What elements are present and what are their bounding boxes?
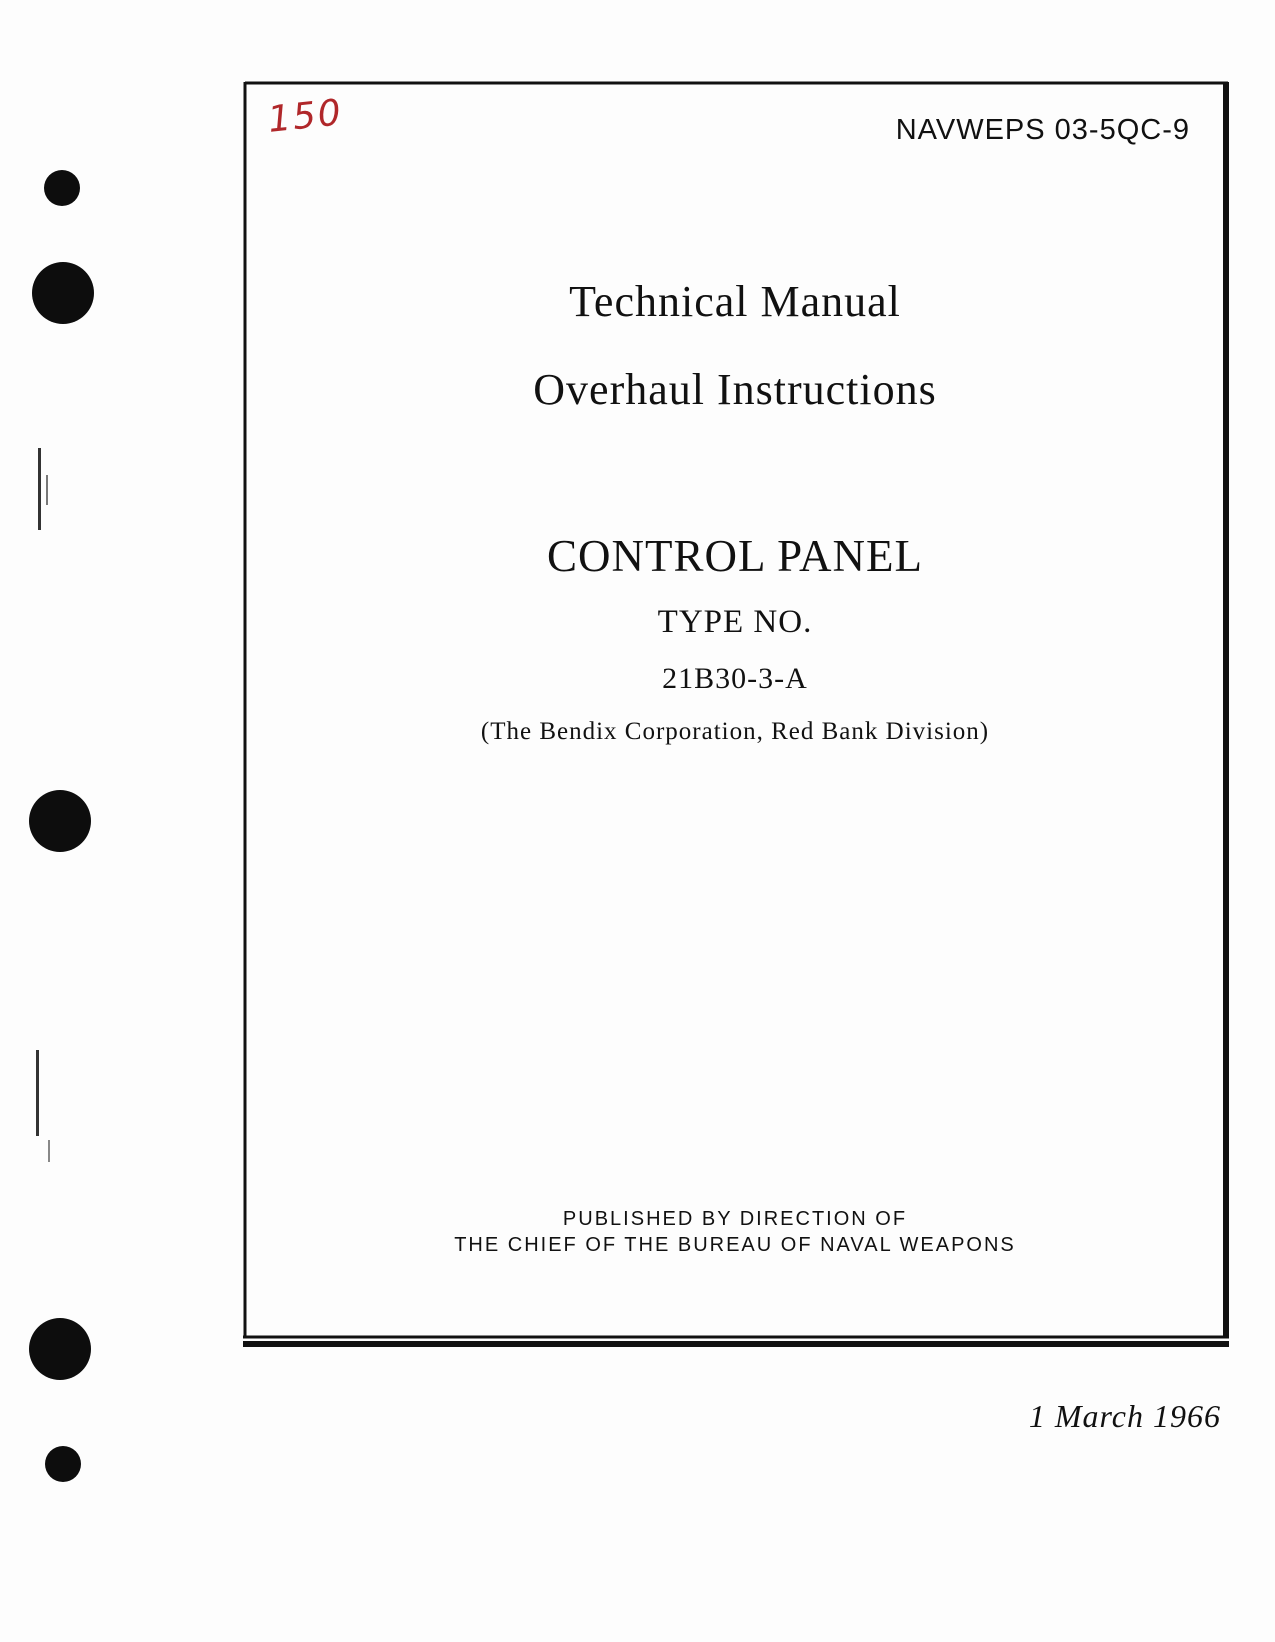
title-line-2: Overhaul Instructions — [533, 365, 937, 414]
publisher-line-1: PUBLISHED BY DIRECTION OF — [562, 1208, 908, 1230]
title-line-1: Technical Manual — [569, 277, 901, 326]
type-label: TYPE NO. — [657, 604, 813, 640]
manufacturer: (The Bendix Corporation, Red Bank Division) — [480, 718, 990, 745]
publication-date: 1 March 1966 — [1028, 1398, 1221, 1434]
handwritten-note: 150 — [266, 92, 345, 141]
publisher-line-2: THE CHIEF OF THE BUREAU OF NAVAL WEAPONS — [454, 1234, 1016, 1256]
subject-name: CONTROL PANEL — [547, 531, 923, 581]
type-number: 21B30-3-A — [662, 662, 808, 695]
document-number: NAVWEPS 03-5QC-9 — [895, 114, 1190, 146]
